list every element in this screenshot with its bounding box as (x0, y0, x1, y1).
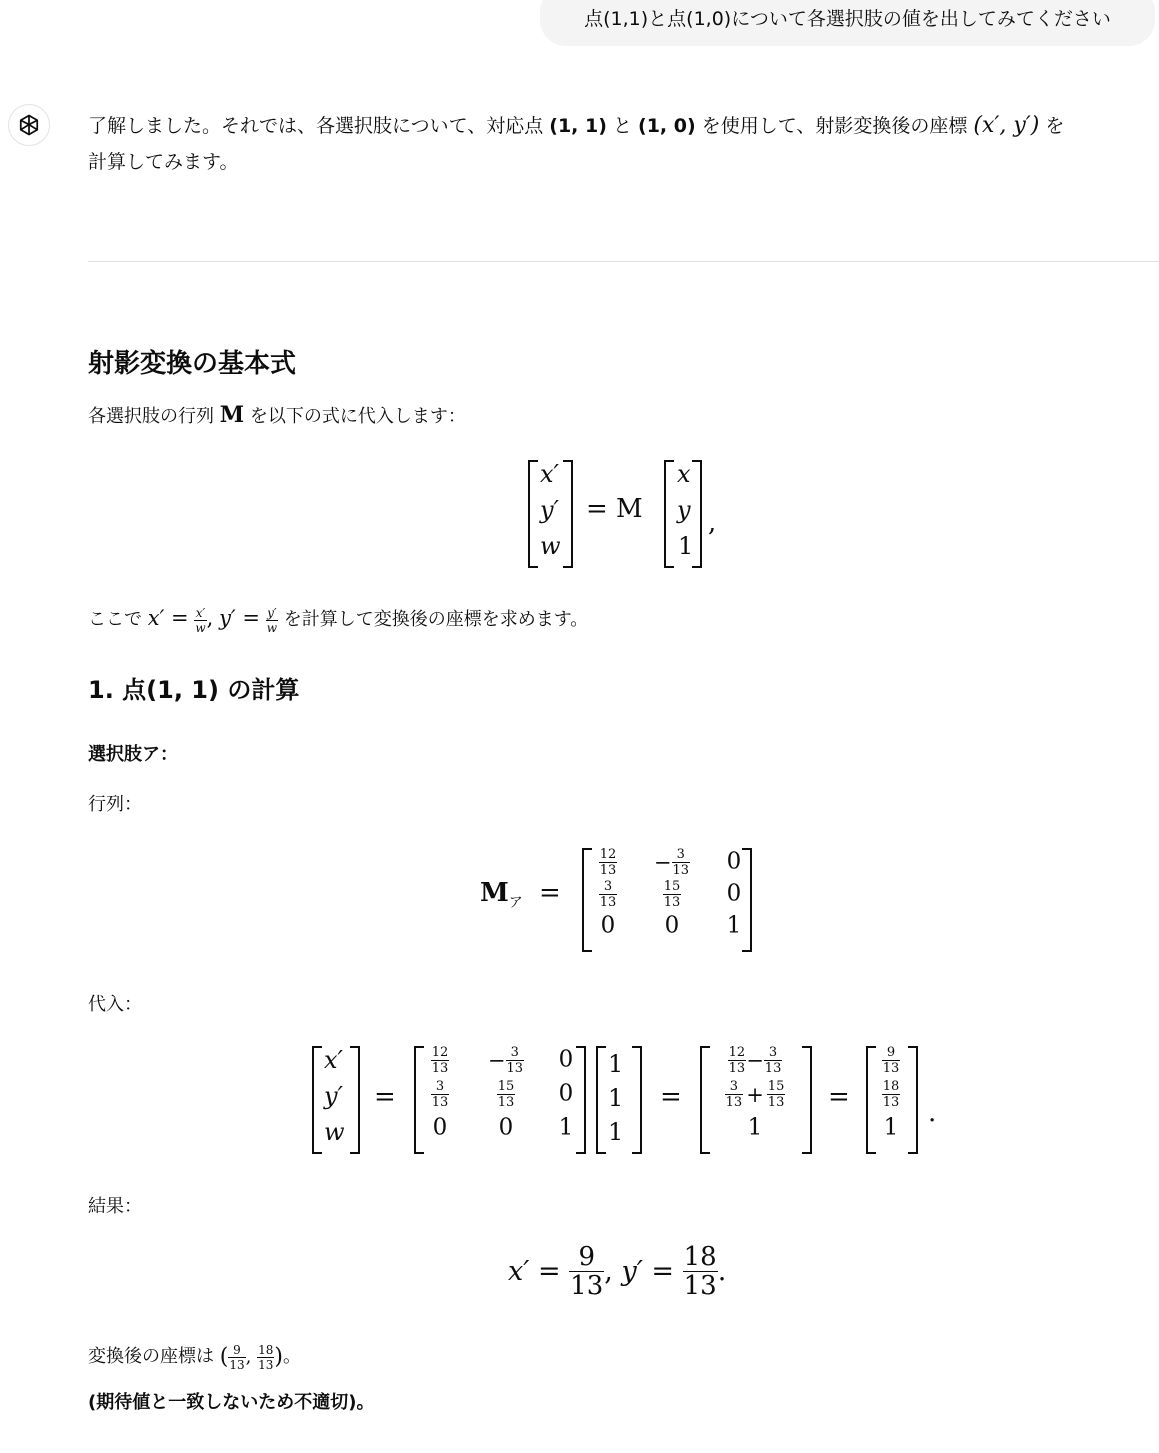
verdict: (期待値と一致しないため不適切)。 (88, 1392, 375, 1413)
conclusion-x-den: 13 (229, 1357, 245, 1372)
matrix-a-cell-1-2 (650, 848, 694, 877)
sub-matrix-cell-3-1 (418, 1114, 462, 1140)
section-title: 射影変換の基本式 (88, 349, 297, 379)
input-vec-1: 1 (608, 1050, 624, 1078)
sub-matrix-value: $\frac{3}{13}$ (431, 1079, 449, 1110)
note-y-lhs: y′ = (219, 606, 260, 630)
expanded-value: 1 (747, 1114, 763, 1140)
sub-matrix-cell-3-3 (544, 1114, 588, 1140)
conclusion-suffix: 。 (282, 1346, 301, 1367)
sub-matrix-value: 1 (558, 1114, 574, 1140)
note-suffix: を計算して変換後の座標を求めます。 (277, 609, 589, 630)
matrix-a-value: − $\frac{3}{13}$ (653, 847, 690, 878)
result-y-lhs: y′ = (621, 1256, 675, 1287)
sub-matrix-cell-1-2 (484, 1046, 528, 1075)
result-vec-cell-2-1 (869, 1080, 913, 1109)
sub-lhs-left-bracket (312, 1046, 322, 1154)
result-formula: x′ = $\frac{9}{13}$ , y′ = $\frac{18}{13}$ . (508, 1242, 727, 1301)
matrix-a-value: 1 (726, 912, 742, 938)
user-message-bubble (540, 0, 1155, 46)
result-y-num: 18 (683, 1242, 717, 1272)
input-vec-3: 1 (608, 1118, 624, 1146)
intro-text: 了解しました。それでは、各選択肢について、対応点 (88, 115, 550, 137)
note-x-den: w (195, 620, 206, 635)
formula-intro-suffix: を以下の式に代入します： (244, 406, 466, 427)
user-message-text: 点(1,1)と点(1,0)について各選択肢の値を出してみてください (584, 8, 1111, 30)
result-vec-value: $\frac{18}{13}$ (882, 1079, 900, 1110)
sub-eq-3: = (828, 1082, 850, 1112)
matrix-a-cell-2-3 (712, 880, 756, 906)
sub-matrix-value: 0 (498, 1114, 514, 1140)
note-x-num: x′ (195, 605, 206, 620)
matrix-label: 行列： (88, 794, 142, 815)
formula-intro-prefix: 各選択肢の行列 (88, 406, 220, 427)
conclusion-y-den: 13 (258, 1357, 274, 1372)
result-vec-cell-1-1 (869, 1046, 913, 1075)
matrix-a-cell-3-2 (650, 912, 694, 938)
matrix-a-equals: = (539, 878, 561, 908)
conclusion-x-frac (228, 1344, 245, 1371)
input-vec-left-bracket (596, 1046, 606, 1154)
sub-matrix-cell-1-1 (418, 1046, 462, 1075)
matrix-a-cell-2-2 (650, 880, 694, 909)
matrix-a-value: 0 (664, 912, 680, 938)
matrix-a-name (480, 878, 561, 912)
openai-logo-icon (16, 112, 42, 138)
intro-text-mid: と (606, 115, 639, 137)
intro-text-suffix: を使用して、射影変換後の座標 (695, 115, 974, 137)
rhs-one: 1 (678, 532, 694, 560)
result-y-frac (683, 1244, 718, 1299)
sub-lhs-x: x′ (324, 1046, 343, 1074)
result-y-den: 13 (683, 1271, 717, 1301)
note-y-den: w (266, 620, 277, 635)
conclusion-line: 変換後の座標は ( $\frac{9}{13}$ , $\frac{18}{13}$ )。 (88, 1342, 301, 1372)
assistant-intro (88, 108, 1148, 180)
lhs-w: w (540, 532, 561, 560)
result-vec-value: 1 (883, 1114, 899, 1140)
lhs-right-bracket (563, 460, 573, 568)
intro-line2: 計算してみます。 (88, 151, 239, 173)
matrix-a-cell-1-1 (586, 848, 630, 877)
sub-matrix-value: $\frac{12}{13}$ (431, 1045, 449, 1076)
sub-lhs-y: y′ (324, 1082, 344, 1110)
matrix-a-value: 0 (726, 880, 742, 906)
sub-matrix-value: 0 (432, 1114, 448, 1140)
base-comma: , (708, 508, 717, 538)
expanded-right-bracket (802, 1046, 812, 1154)
conclusion-y-frac (257, 1344, 274, 1371)
subsection-title: 1. 点(1, 1) の計算 (88, 676, 300, 704)
matrix-a-value: 0 (600, 912, 616, 938)
sub-lhs-right-bracket (350, 1046, 360, 1154)
assistant-avatar (8, 104, 50, 146)
sub-matrix-cell-2-3 (544, 1080, 588, 1106)
matrix-a-value: $\frac{15}{13}$ (663, 879, 681, 910)
rhs-y: y (677, 496, 691, 524)
substitute-label: 代入： (88, 994, 142, 1015)
sub-matrix-value: 0 (558, 1080, 574, 1106)
matrix-a-value: $\frac{12}{13}$ (599, 847, 617, 878)
matrix-a-subscript: ア (508, 895, 523, 912)
sub-lhs-w: w (324, 1118, 345, 1146)
sub-matrix-cell-1-3 (544, 1046, 588, 1072)
note-sep: , (206, 606, 214, 630)
intro-point-a: (1, 1) (549, 115, 607, 137)
note-y-frac (266, 607, 278, 634)
expanded-cell-3-1 (707, 1114, 803, 1140)
matrix-a-cell-2-1 (586, 880, 630, 909)
matrix-a-cell-3-1 (586, 912, 630, 938)
note-x-lhs: x′ = (147, 606, 189, 630)
sub-matrix-cell-2-1 (418, 1080, 462, 1109)
matrix-a-cell-3-3 (712, 912, 756, 938)
input-vec-right-bracket (632, 1046, 642, 1154)
intro-point-b: (1, 0) (638, 115, 696, 137)
rhs-x: x (677, 460, 691, 488)
sub-matrix-value: 0 (558, 1046, 574, 1072)
sub-period: . (928, 1098, 937, 1128)
expanded-cell-2-1 (707, 1080, 803, 1109)
base-op-text: = M (586, 494, 643, 524)
matrix-a-value: 0 (726, 848, 742, 874)
result-x-den: 13 (570, 1271, 604, 1301)
sub-matrix-cell-2-2 (484, 1080, 528, 1109)
note-line (88, 600, 588, 638)
formula-intro (88, 402, 466, 428)
rhs-right-bracket (692, 460, 702, 568)
lhs-y: y′ (540, 496, 560, 524)
matrix-a-cell-1-3 (712, 848, 756, 874)
conclusion-y-num: 18 (258, 1342, 274, 1357)
base-op (586, 494, 643, 524)
expanded-cell-1-1 (707, 1046, 803, 1075)
sub-eq-2: = (660, 1082, 682, 1112)
sub-matrix-cell-3-2 (484, 1114, 528, 1140)
conclusion-x-num: 9 (233, 1342, 241, 1357)
matrix-a-symbol: M (480, 878, 509, 908)
result-vec-value: $\frac{9}{13}$ (882, 1045, 900, 1076)
formula-intro-matrix: M (219, 402, 245, 428)
intro-coord: (x′, y′) (973, 113, 1040, 138)
sub-matrix-value: − $\frac{3}{13}$ (487, 1045, 524, 1076)
expanded-value: $\frac{12}{13}$ − $\frac{3}{13}$ (728, 1045, 782, 1076)
sub-eq-1: = (374, 1082, 396, 1112)
lhs-x: x′ (540, 460, 559, 488)
rhs-left-bracket (664, 460, 674, 568)
result-x-frac (569, 1244, 604, 1299)
sub-matrix-value: $\frac{15}{13}$ (497, 1079, 515, 1110)
result-x-lhs: x′ = (508, 1256, 561, 1287)
note-prefix: ここで (88, 609, 148, 630)
option-label: 選択肢ア： (88, 744, 178, 765)
result-vec-cell-3-1 (869, 1114, 913, 1140)
expanded-value: $\frac{3}{13}$ + $\frac{15}{13}$ (725, 1079, 785, 1110)
conclusion-prefix: 変換後の座標は (88, 1346, 220, 1367)
section-divider (88, 261, 1159, 262)
matrix-a-value: $\frac{3}{13}$ (599, 879, 617, 910)
intro-text-tail: を (1039, 115, 1065, 137)
lhs-left-bracket (528, 460, 538, 568)
result-label: 結果： (88, 1196, 142, 1217)
note-y-num: y′ (267, 605, 277, 620)
input-vec-2: 1 (608, 1084, 624, 1112)
result-x-num: 9 (578, 1242, 595, 1272)
note-x-frac (194, 607, 206, 634)
